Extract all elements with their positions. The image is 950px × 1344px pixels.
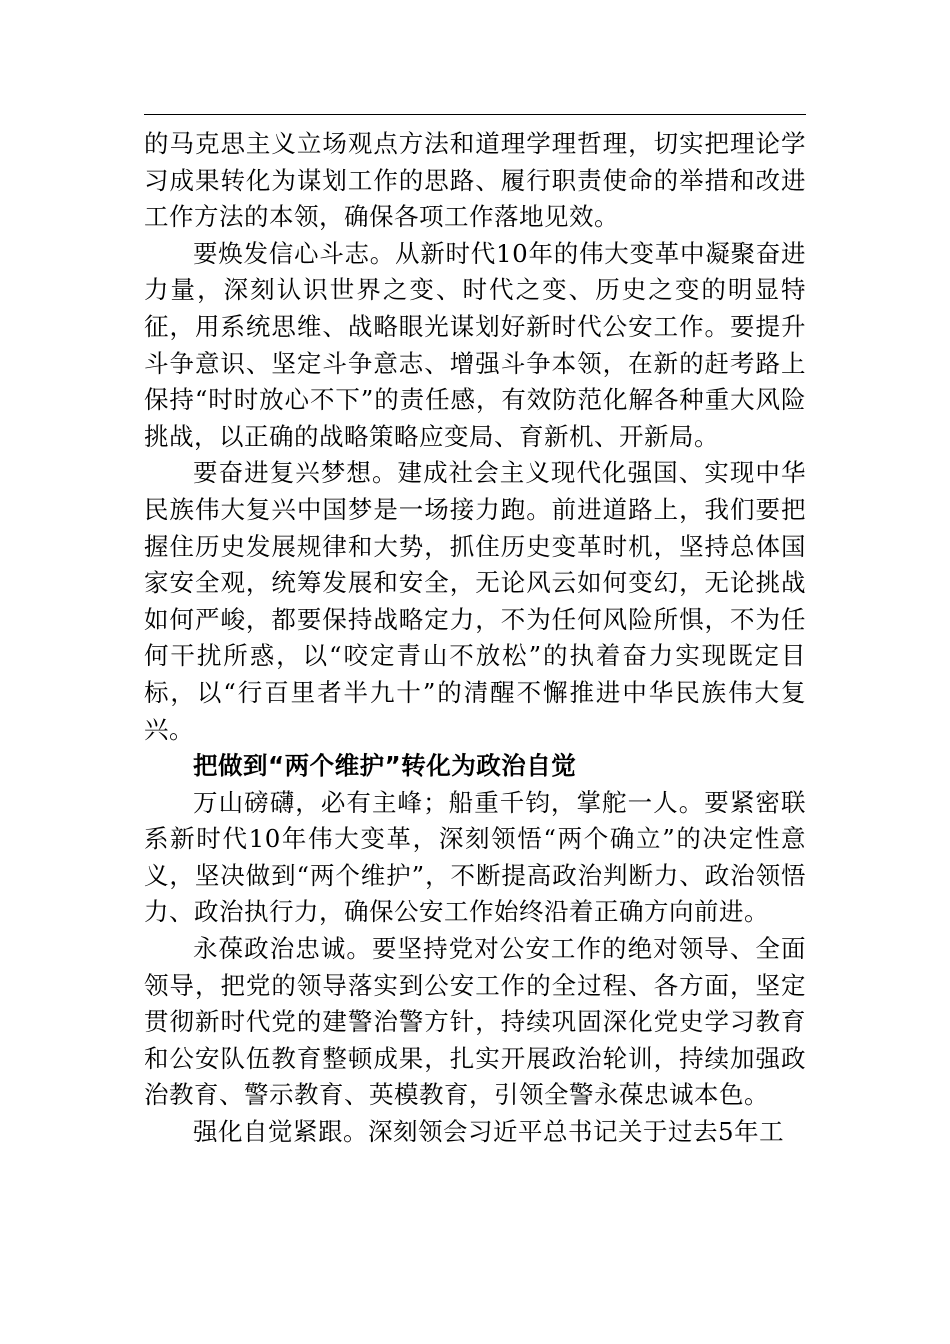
paragraph-rejuvenation: 要奋进复兴梦想。建成社会主义现代化强国、实现中华民族伟大复兴中国梦是一场接力跑。前进道路上，我们要把握住历史发展规律和大势，抓住历史变革时机，坚持总体国家安全观，统筹发展和安全，无论风云如何变幻，无论挑战如何严峻，都要保持战略定力，不为任何风险所惧，不为任何干扰所惑，以“咬定青山不放松”的执着奋力实现既定目标，以“行百里者半九十”的清醒不懈推进中华民族伟大复兴。 <box>144 458 806 744</box>
paragraph-follow-closely: 强化自觉紧跟。深刻领会习近平总书记关于过去5年工 <box>193 1117 785 1147</box>
section-heading: 把做到“两个维护”转化为政治自觉 <box>193 751 577 781</box>
paragraph-confidence: 要焕发信心斗志。从新时代10年的伟大变革中凝聚奋进力量，深刻认识世界之变、时代之变、历史之变的明显特征，用系统思维、战略眼光谋划好新时代公安工作。要提升斗争意识、坚定斗争意志、增强斗争本领，在新的赶考路上保持“时时放心不下”的责任感，有效防范化解各种重大风险挑战，以正确的战略策略应变局、育新机、开新局。 <box>144 238 806 451</box>
paragraph-political-loyalty: 永葆政治忠诚。要坚持党对公安工作的绝对领导、全面领导，把党的领导落实到公安工作的全过程、各方面，坚定贯彻新时代党的建警治警方针，持续巩固深化党史学习教育和公安队伍教育整顿成果，扎实开展政治轮训，持续加强政治教育、警示教育、英模教育，引领全警永葆忠诚本色。 <box>144 934 806 1110</box>
paragraph-two-safeguards: 万山磅礴，必有主峰；船重千钧，掌舵一人。要紧密联系新时代10年伟大变革，深刻领悟“两个确立”的决定性意义，坚决做到“两个维护”，不断提高政治判断力、政治领悟力、政治执行力，确保公安工作始终沿着正确方向前进。 <box>144 787 806 927</box>
header-rule <box>144 114 806 115</box>
paragraph-continuation: 的马克思主义立场观点方法和道理学理哲理，切实把理论学习成果转化为谋划工作的思路、履行职责使命的举措和改进工作方法的本领，确保各项工作落地见效。 <box>144 129 806 232</box>
document-body <box>144 126 806 1151</box>
